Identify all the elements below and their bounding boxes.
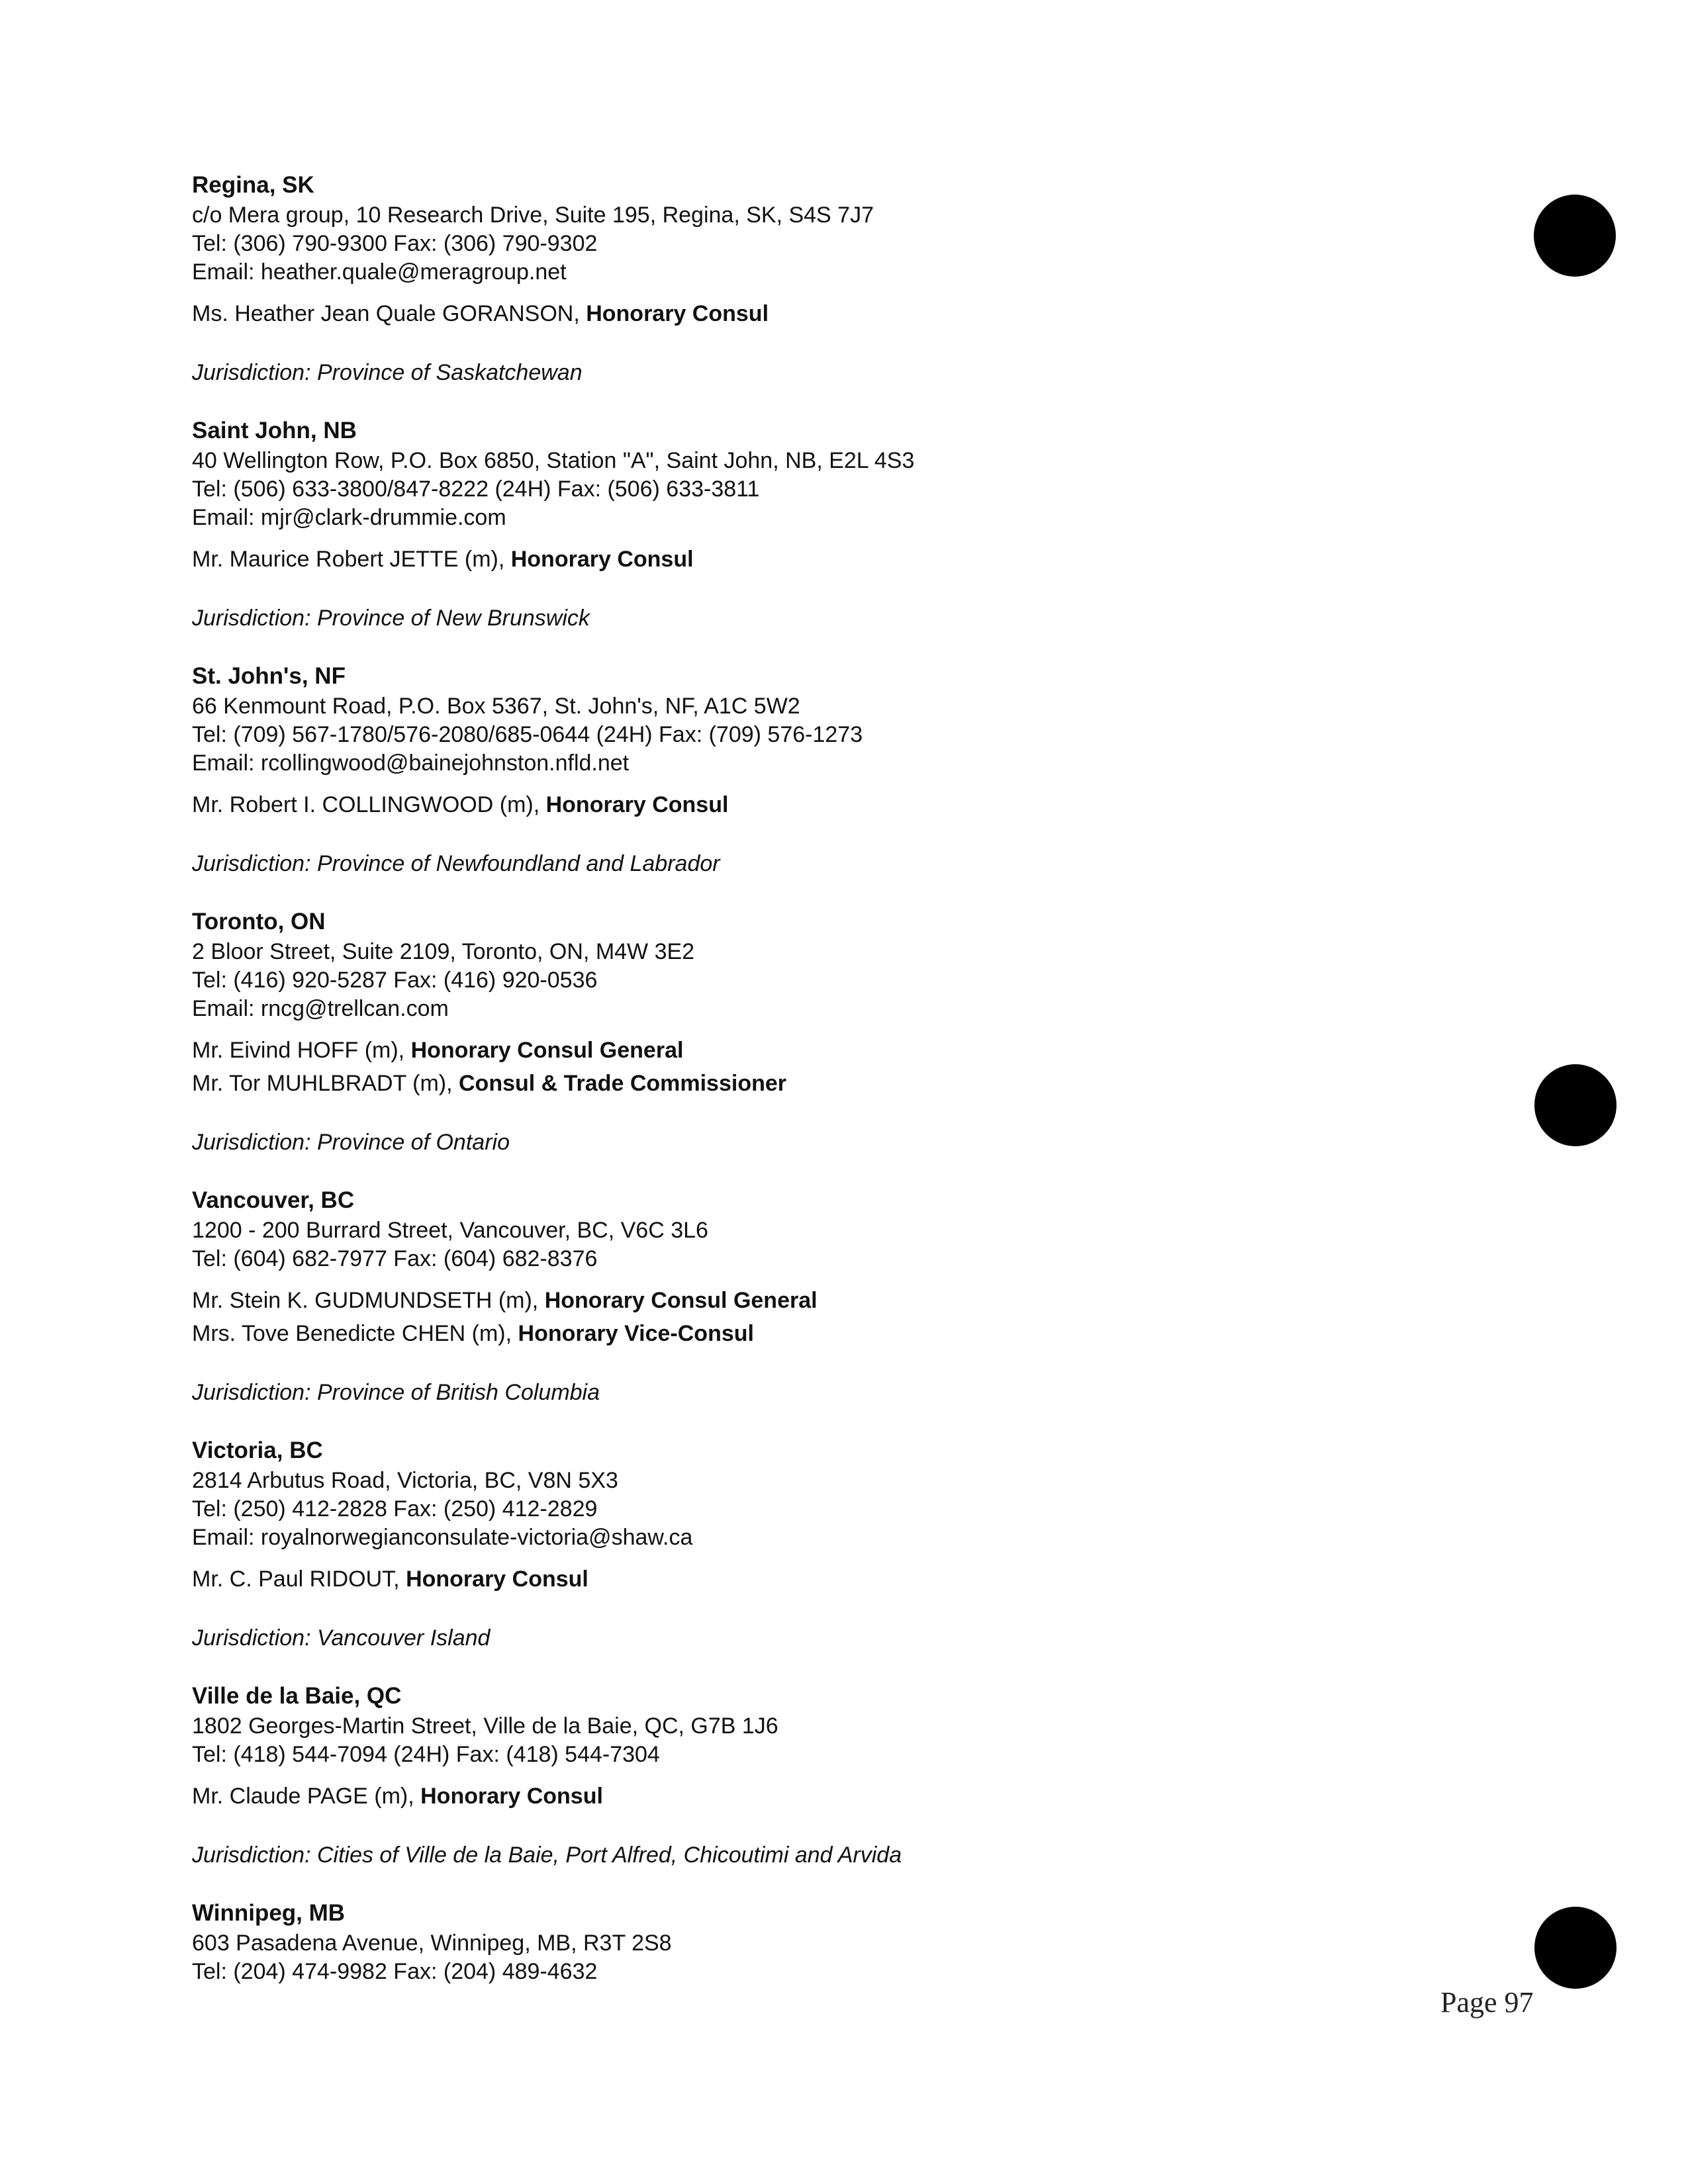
consulate-entry — [192, 1682, 1450, 1870]
contact-line: Tel: (709) 567-1780/576-2080/685-0644 (24H) Fax: (709) 576-1273 — [192, 722, 863, 747]
page-number: Page 97 — [1440, 1986, 1534, 2019]
consulate-entry — [192, 1186, 1450, 1407]
contact-line: Tel: (204) 474-9982 Fax: (204) 489-4632 — [192, 1959, 598, 1984]
consulate-entry — [192, 416, 1450, 633]
consul-person — [192, 1284, 1450, 1317]
city-heading: Saint John, NB — [192, 418, 357, 443]
consul-title: Honorary Consul — [406, 1567, 588, 1592]
contact-line: Email: royalnorwegianconsulate-victoria@shaw.ca — [192, 1525, 693, 1550]
contact-line: 603 Pasadena Avenue, Winnipeg, MB, R3T 2S8 — [192, 1931, 672, 1956]
contact-line: c/o Mera group, 10 Research Drive, Suite 195, Regina, SK, S4S 7J7 — [192, 203, 874, 228]
consul-person — [192, 543, 1450, 576]
consul-name: Ms. Heather Jean Quale GORANSON, — [192, 301, 586, 326]
consul-title: Honorary Consul — [420, 1784, 603, 1809]
consul-name: Mr. Tor MUHLBRADT (m), — [192, 1071, 459, 1096]
contact-line: Tel: (418) 544-7094 (24H) Fax: (418) 544-7304 — [192, 1742, 660, 1767]
consulate-entry — [192, 1436, 1450, 1653]
contact-line: 2 Bloor Street, Suite 2109, Toronto, ON, M4W 3E2 — [192, 939, 695, 964]
jurisdiction-text: Jurisdiction: Province of Ontario — [192, 1130, 510, 1155]
consul-person — [192, 297, 1450, 330]
city-heading: Toronto, ON — [192, 909, 326, 934]
consulate-entry — [192, 907, 1450, 1157]
consul-name: Mr. Stein K. GUDMUNDSETH (m), — [192, 1288, 545, 1313]
consul-name: Mr. Maurice Robert JETTE (m), — [192, 547, 511, 572]
city-heading: Winnipeg, MB — [192, 1900, 346, 1926]
consul-name: Mr. C. Paul RIDOUT, — [192, 1567, 406, 1592]
consulate-entry — [192, 662, 1450, 878]
city-heading: Victoria, BC — [192, 1437, 323, 1463]
contact-line: Email: heather.quale@meragroup.net — [192, 259, 567, 285]
consul-title: Honorary Consul — [510, 547, 694, 572]
consul-title: Consul & Trade Commissioner — [459, 1071, 786, 1096]
consul-name: Mr. Robert I. COLLINGWOOD (m), — [192, 792, 546, 817]
city-heading: Ville de la Baie, QC — [192, 1683, 402, 1709]
jurisdiction-text: Jurisdiction: Province of New Brunswick — [192, 606, 590, 631]
jurisdiction-text: Jurisdiction: Province of British Columbia — [192, 1380, 600, 1405]
punch-hole-top — [1534, 195, 1616, 277]
contact-line: Email: mjr@clark-drummie.com — [192, 505, 506, 530]
punch-hole-bottom — [1534, 1907, 1617, 1989]
consul-person — [192, 1563, 1450, 1596]
punch-hole-middle — [1534, 1064, 1617, 1146]
contact-line: Tel: (604) 682-7977 Fax: (604) 682-8376 — [192, 1246, 598, 1271]
jurisdiction-text: Jurisdiction: Province of Newfoundland and Labrador — [192, 851, 720, 876]
consul-person — [192, 1780, 1450, 1813]
contact-line: Tel: (416) 920-5287 Fax: (416) 920-0536 — [192, 968, 598, 993]
consul-title: Honorary Vice-Consul — [518, 1321, 754, 1346]
consul-title: Honorary Consul — [545, 792, 729, 817]
contact-line: 66 Kenmount Road, P.O. Box 5367, St. John's, NF, A1C 5W2 — [192, 694, 800, 719]
consul-name: Mr. Claude PAGE (m), — [192, 1784, 421, 1809]
contact-line: Email: rncg@trellcan.com — [192, 996, 449, 1021]
consul-person — [192, 1317, 1450, 1350]
city-heading: Regina, SK — [192, 172, 314, 198]
consulate-entry — [192, 1899, 1450, 1986]
contact-line: Tel: (250) 412-2828 Fax: (250) 412-2829 — [192, 1496, 598, 1522]
consul-name: Mr. Eivind HOFF (m), — [192, 1038, 411, 1063]
consul-title: Honorary Consul General — [544, 1288, 818, 1313]
consulate-entry — [192, 171, 1450, 387]
consulate-directory — [192, 171, 1450, 1986]
consul-person — [192, 1034, 1450, 1067]
jurisdiction-text: Jurisdiction: Vancouver Island — [192, 1625, 491, 1651]
consul-person — [192, 788, 1450, 821]
contact-line: 1200 - 200 Burrard Street, Vancouver, BC, V6C 3L6 — [192, 1218, 708, 1243]
contact-line: 2814 Arbutus Road, Victoria, BC, V8N 5X3 — [192, 1468, 618, 1493]
consul-title: Honorary Consul General — [410, 1038, 684, 1063]
consul-name: Mrs. Tove Benedicte CHEN (m), — [192, 1321, 518, 1346]
city-heading: St. John's, NF — [192, 663, 346, 689]
contact-line: 1802 Georges-Martin Street, Ville de la Baie, QC, G7B 1J6 — [192, 1713, 778, 1739]
contact-line: Tel: (506) 633-3800/847-8222 (24H) Fax: (506) 633-3811 — [192, 477, 760, 502]
contact-line: 40 Wellington Row, P.O. Box 6850, Station "A", Saint John, NB, E2L 4S3 — [192, 448, 915, 473]
jurisdiction-text: Jurisdiction: Province of Saskatchewan — [192, 360, 583, 385]
consul-title: Honorary Consul — [586, 301, 769, 326]
jurisdiction-text: Jurisdiction: Cities of Ville de la Baie, Port Alfred, Chicoutimi and Arvida — [192, 1843, 902, 1868]
contact-line: Email: rcollingwood@bainejohnston.nfld.net — [192, 751, 630, 776]
city-heading: Vancouver, BC — [192, 1187, 355, 1213]
contact-line: Tel: (306) 790-9300 Fax: (306) 790-9302 — [192, 231, 598, 256]
consul-person — [192, 1067, 1450, 1100]
